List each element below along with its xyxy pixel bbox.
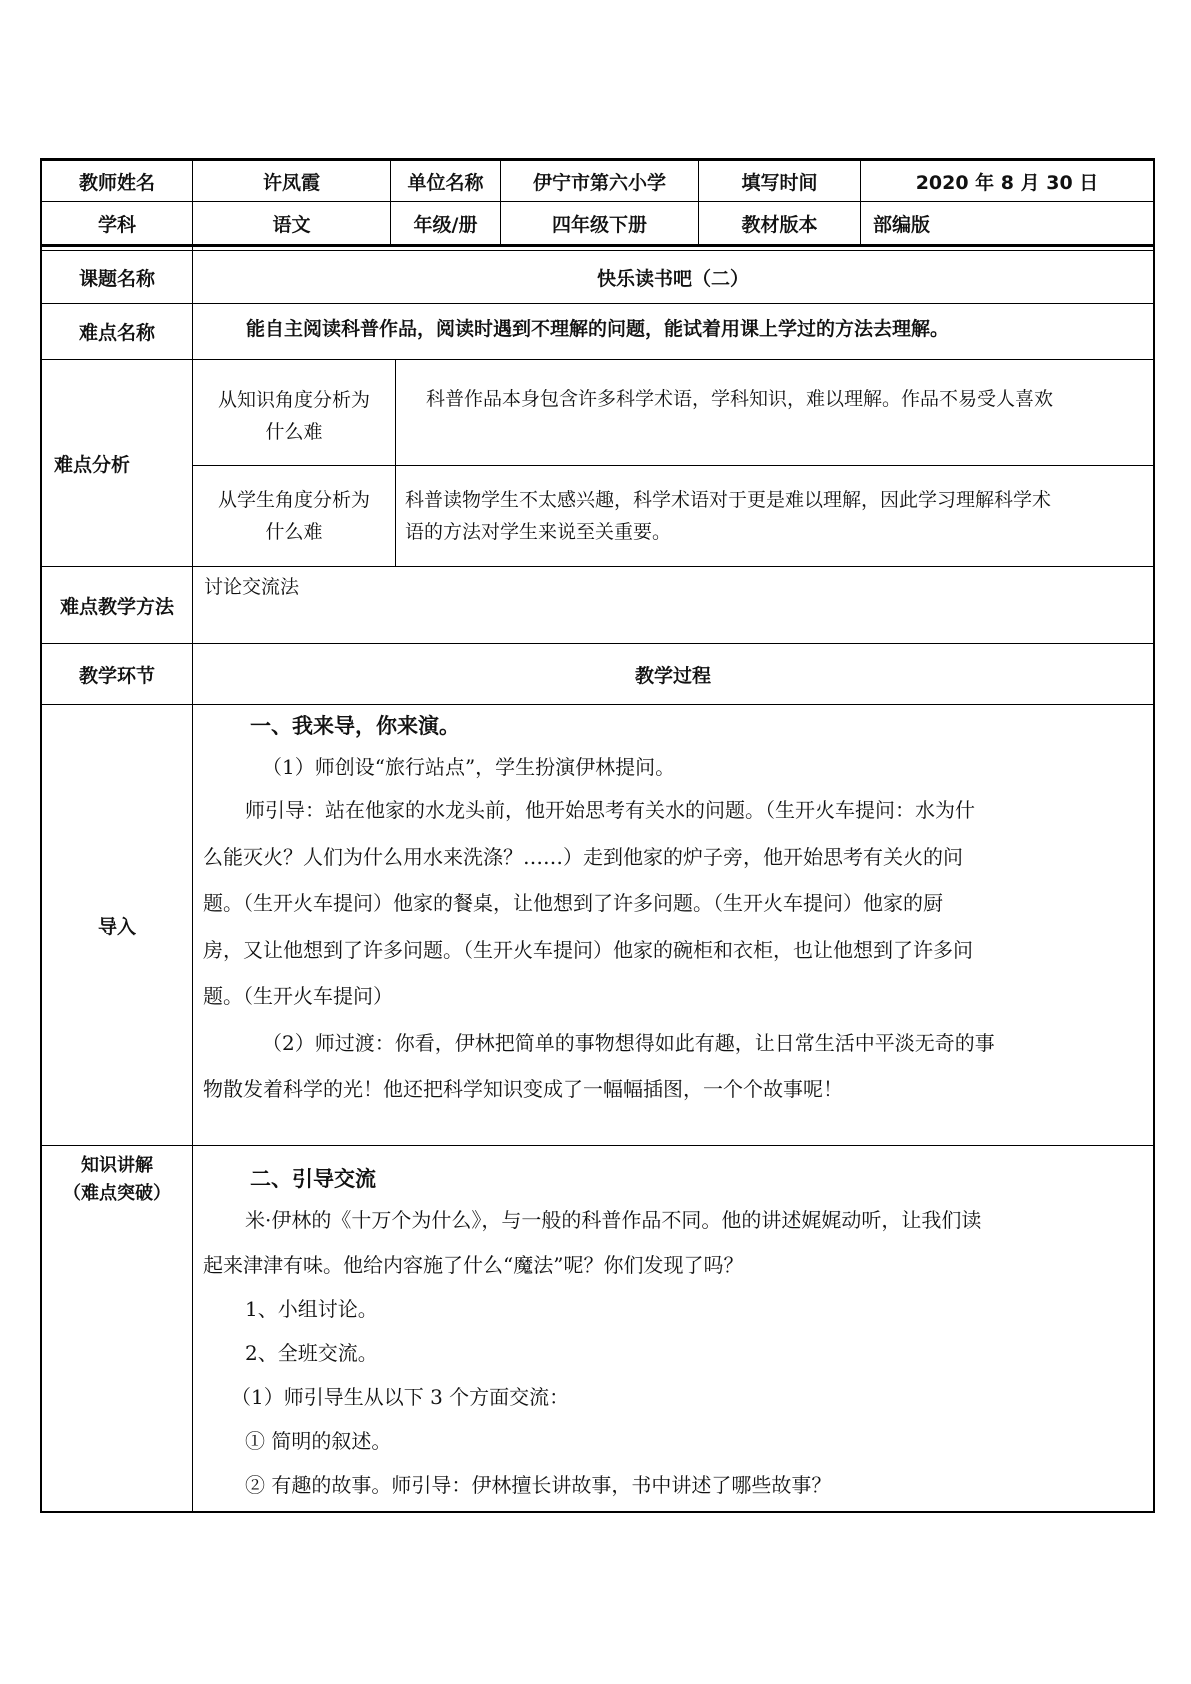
knowledge-angle-value: 科普作品本身包含许多科学术语，学科知识，难以理解。作品不易受人喜欢 [426, 388, 1054, 410]
knowledge-line: ① 简明的叙述。 [245, 1429, 392, 1453]
intro-heading: 一、我来导，你来演。 [250, 714, 460, 738]
intro-line: （1）师创设“旅行站点”，学生扮演伊林提问。 [262, 755, 676, 779]
student-angle-line: 科普读物学生不太感兴趣，科学术语对于更是难以理解，因此学习理解科学术 [405, 489, 1052, 511]
student-angle-value [405, 484, 1150, 548]
student-angle-line: 语的方法对学生来说至关重要。 [405, 521, 672, 543]
method-label: 难点教学方法 [59, 595, 174, 618]
intro-line: 题。（生开火车提问） [203, 984, 393, 1008]
teacher-label: 教师姓名 [78, 171, 155, 194]
knowledge-line: ② 有趣的故事。师引导：伊林擅长讲故事，书中讲述了哪些故事？ [245, 1473, 832, 1497]
column-divider [395, 359, 396, 567]
process-content-header: 教学过程 [634, 664, 711, 687]
topic-value: 快乐读书吧（二） [596, 267, 749, 290]
unit-label: 单位名称 [407, 171, 484, 194]
method-value: 讨论交流法 [204, 576, 300, 598]
knowledge-angle-label: 什么难 [265, 421, 323, 443]
intro-line: 师引导：站在他家的水龙头前，他开始思考有关水的问题。（生开火车提问：水为什 [245, 798, 975, 822]
knowledge-heading: 二、引导交流 [250, 1167, 376, 1191]
student-angle-cell [193, 466, 395, 566]
knowledge-stage-label-line: （难点突破） [63, 1183, 171, 1204]
intro-line: 物散发着科学的光！他还把科学知识变成了一幅幅插图，一个个故事呢！ [203, 1077, 843, 1101]
knowledge-angle-label: 从知识角度分析为 [217, 389, 370, 411]
difficulty-label: 难点名称 [78, 322, 155, 344]
unit-value: 伊宁市第六小学 [532, 171, 666, 194]
row-divider [40, 566, 1155, 567]
knowledge-line: 1、小组讨论。 [245, 1297, 378, 1321]
subject-value: 语文 [272, 213, 311, 236]
table-bottom-border [40, 1511, 1155, 1513]
student-angle-label: 从学生角度分析为 [217, 489, 370, 511]
knowledge-line: （1）师引导生从以下 3 个方面交流： [231, 1385, 570, 1409]
knowledge-angle-cell [193, 360, 395, 465]
teacher-value: 许凤霞 [262, 171, 320, 194]
time-value: 2020 年 8 月 30 日 [915, 171, 1099, 194]
row-divider [40, 244, 1155, 247]
grade-label: 年级/册 [413, 213, 478, 236]
analysis-label: 难点分析 [54, 453, 131, 476]
time-label: 填写时间 [741, 171, 818, 194]
student-angle-label: 什么难 [265, 521, 323, 543]
difficulty-value: 能自主阅读科普作品，阅读时遇到不理解的问题，能试着用课上学过的方法去理解。 [246, 318, 950, 340]
process-stage-header: 教学环节 [78, 664, 155, 687]
knowledge-stage-label [42, 1152, 192, 1208]
row-divider [40, 1145, 1155, 1146]
intro-line: （2）师过渡：你看，伊林把简单的事物想得如此有趣，让日常生活中平淡无奇的事 [262, 1031, 995, 1055]
topic-label: 课题名称 [78, 267, 155, 290]
intro-line: 题。（生开火车提问）他家的餐桌，让他想到了许多问题。（生开火车提问）他家的厨 [203, 891, 943, 915]
intro-line: 么能灭火？人们为什么用水来洗涤？……）走到他家的炉子旁，他开始思考有关火的问 [203, 845, 963, 869]
edition-label: 教材版本 [741, 213, 818, 236]
intro-line: 房，又让他想到了许多问题。（生开火车提问）他家的碗柜和衣柜，也让他想到了许多问 [203, 938, 973, 962]
row-divider [40, 704, 1155, 705]
knowledge-line: 米·伊林的《十万个为什么》，与一般的科普作品不同。他的讲述娓娓动听，让我们读 [245, 1208, 982, 1232]
knowledge-stage-label-line: 知识讲解 [81, 1155, 153, 1176]
knowledge-line: 2、全班交流。 [245, 1341, 378, 1365]
grade-value: 四年级下册 [551, 213, 647, 236]
subject-label: 学科 [97, 213, 136, 236]
row-divider [40, 303, 1155, 304]
intro-stage-label: 导入 [97, 915, 136, 938]
knowledge-line: 起来津津有味。他给内容施了什么“魔法”呢？你们发现了吗？ [203, 1253, 744, 1277]
edition-value: 部编版 [873, 213, 931, 236]
